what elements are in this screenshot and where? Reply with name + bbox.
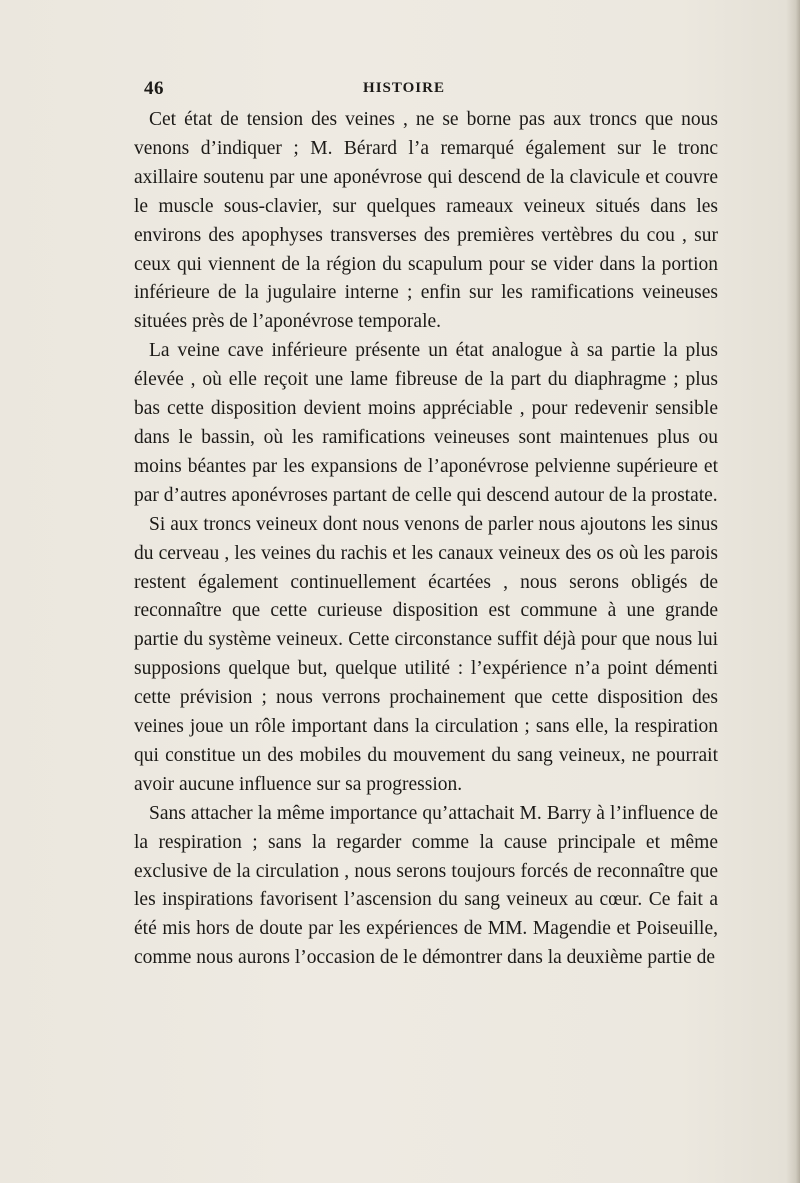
body-text xyxy=(134,106,718,973)
running-title: HISTOIRE xyxy=(363,80,445,96)
paragraph: Si aux troncs veineux dont nous venons de parler nous ajoutons les sinus du cerveau , les veines du rachis et les canaux veineux des os où les parois restent également continuellement écartées , nous serons obligés de reconnaître que cette curieuse disposition est commune à une grande partie du système veineux. Cette circonstance suffit déjà pour que nous lui supposions quelque but, quelque utilité : l’expérience n’a point démenti cette prévision ; nous verrons prochainement que cette disposition des veines joue un rôle important dans la circulation ; sans elle, la respiration qui constitue un des mobiles du mouvement du sang veineux, ne pourrait avoir aucune influence sur sa progression. xyxy=(134,513,718,795)
paragraph: Sans attacher la même importance qu’attachait M. Barry à l’influence de la respiration ; sans la regarder comme la cause principale et même exclusive de la circulation , nous serons toujours forcés de reconnaître que les inspirations favorisent l’ascension du sang veineux au cœur. Ce fait a été mis hors de doute par les expériences de MM. Magendie et Poiseuille, comme nous aurons l’occasion de le démontrer dans la deuxième partie de xyxy=(134,802,718,969)
paragraph: Cet état de tension des veines , ne se borne pas aux troncs que nous venons d’indiquer ; M. Bérard l’a remarqué également sur le tronc axillaire soutenu par une aponévrose qui descend de la clavicule et couvre le muscle sous-clavier, sur quelques rameaux veineux situés dans les environs des apophyses transverses des premières vertèbres du cou , sur ceux qui viennent de la région du scapulum pour se vider dans la portion inférieure de la jugulaire interne ; enfin sur les ramifications veineuses situées près de l’aponévrose temporale. xyxy=(134,109,718,333)
paragraph: La veine cave inférieure présente un état analogue à sa partie la plus élevée , où elle reçoit une lame fibreuse de la part du diaphragme ; plus bas cette disposition devient moins appréciable , pour redevenir sensible dans le bassin, où les ramifications veineuses sont maintenues plus ou moins béantes par les expansions de l’aponévrose pelvienne supérieure et par d’autres aponévroses partant de celle qui descend autour de la prostate. xyxy=(134,340,718,506)
running-head xyxy=(144,78,664,104)
page-number: 46 xyxy=(144,78,164,99)
page-edge-shadow xyxy=(786,0,800,1183)
